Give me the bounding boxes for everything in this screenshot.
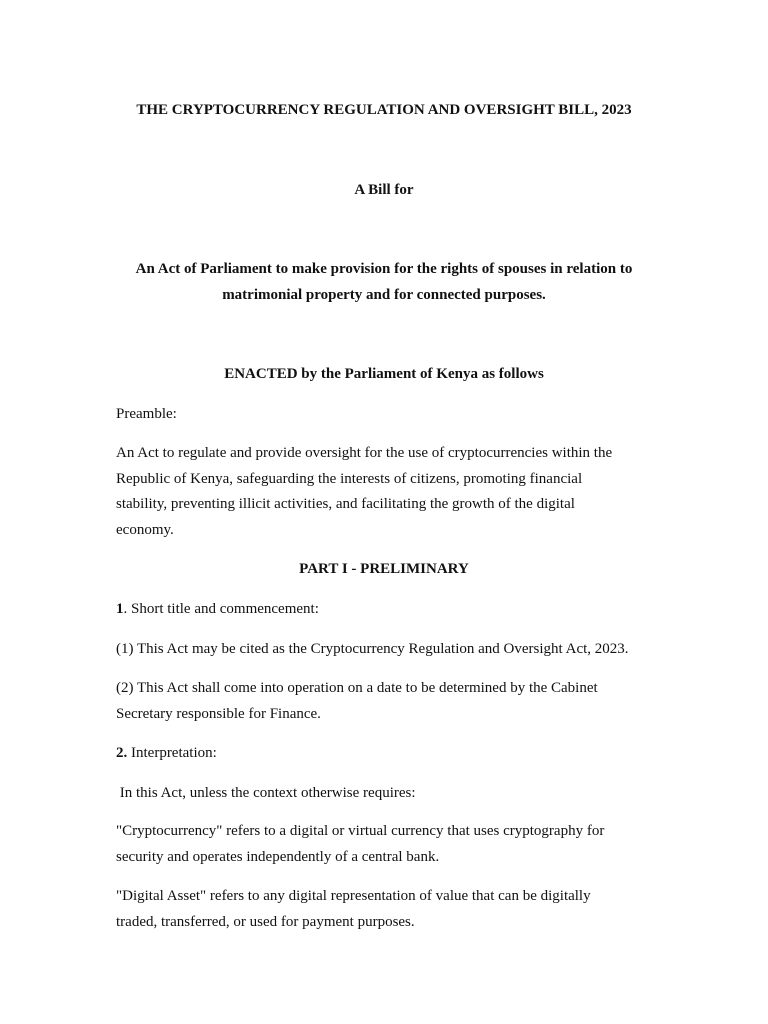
section-1-sub2-line-1: (2) This Act shall come into operation on a date to be determined by the Cabinet	[116, 680, 598, 696]
section-1-sub2-line-2: Secretary responsible for Finance.	[116, 705, 321, 722]
section-1-subsection-2	[116, 676, 656, 727]
long-title-line-2: matrimonial property and for connected purposes.	[222, 287, 546, 303]
section-1-subsection-1: (1) This Act may be cited as the Cryptocurrency Regulation and Oversight Act, 2023.	[116, 641, 629, 657]
section-2-number: 2.	[116, 745, 128, 761]
preamble-heading: Preamble:	[116, 406, 177, 422]
def-digital-asset-line-2: traded, transferred, or used for payment purposes.	[116, 913, 415, 930]
long-title-line-1: An Act of Parliament to make provision for the rights of spouses in relation to	[135, 261, 633, 277]
bill-for-label: A Bill for	[354, 182, 414, 198]
section-2-title: Interpretation:	[127, 745, 217, 761]
preamble-line-1: An Act to regulate and provide oversight for the use of cryptocurrencies within the	[116, 445, 613, 461]
preamble-paragraph	[116, 441, 656, 543]
section-2-heading	[116, 740, 656, 766]
enacting-clause: ENACTED by the Parliament of Kenya as follows	[224, 366, 544, 382]
definition-cryptocurrency	[116, 819, 656, 870]
section-1-number: 1	[116, 601, 124, 617]
def-crypto-line-1: "Cryptocurrency" refers to a digital or virtual currency that uses cryptography for	[116, 823, 605, 839]
preamble-line-2: Republic of Kenya, safeguarding the interests of citizens, promoting financial	[116, 470, 583, 487]
preamble-line-3: stability, preventing illicit activities, and facilitating the growth of the digital	[116, 496, 575, 512]
section-1-title: . Short title and commencement:	[123, 601, 319, 617]
definition-digital-asset	[116, 884, 656, 935]
def-digital-asset-line-1: "Digital Asset" refers to any digital representation of value that can be digitally	[116, 888, 591, 904]
preamble-line-4: economy.	[116, 521, 174, 538]
def-crypto-line-2: security and operates independently of a central bank.	[116, 848, 440, 865]
section-1-heading	[116, 596, 656, 622]
bill-title: THE CRYPTOCURRENCY REGULATION AND OVERSIGHT BILL, 2023	[136, 102, 632, 118]
part-heading: PART I - PRELIMINARY	[299, 561, 469, 577]
section-2-intro: In this Act, unless the context otherwise requires:	[116, 785, 416, 801]
